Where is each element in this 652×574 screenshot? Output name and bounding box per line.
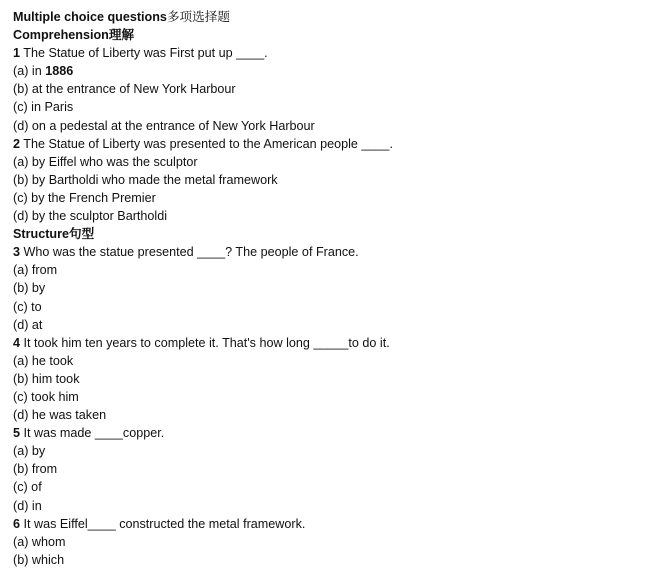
question-text: It took him ten years to complete it. That's how long _____to do it.: [20, 335, 390, 350]
section-label: Structure: [13, 227, 69, 242]
option-4b: (b) him took: [13, 371, 80, 386]
question-6: [13, 515, 652, 533]
question-number: 1: [13, 46, 21, 61]
question-1: [13, 44, 652, 62]
option-1d: (d) on a pedestal at the entrance of New York Harbour: [13, 118, 315, 133]
section-comprehension: [13, 26, 652, 44]
question-4: [13, 334, 652, 352]
option-4d: (d) he was taken: [13, 408, 107, 423]
option-1a: [13, 62, 652, 80]
heading-title: Multiple choice questions: [13, 10, 167, 24]
option-5a: (a) by: [13, 444, 46, 459]
section-structure: [13, 225, 652, 243]
question-number: 2: [13, 136, 21, 151]
question-number: 3: [13, 245, 21, 260]
option-6b: (b) which: [13, 552, 65, 567]
option-2d: (d) by the sculptor Bartholdi: [13, 209, 167, 224]
question-text: It was Eiffel____ constructed the metal framework.: [20, 516, 306, 531]
option-5c: (c) of: [13, 480, 42, 495]
option-1c: (c) in Paris: [13, 100, 74, 115]
question-3: [13, 243, 652, 261]
question-number: 4: [13, 335, 21, 350]
option-text: (a) in: [13, 64, 46, 79]
option-2c: (c) by the French Premier: [13, 190, 156, 205]
section-label: Comprehension: [13, 28, 109, 43]
option-6a: (a) whom: [13, 534, 66, 549]
option-2b: (b) by Bartholdi who made the metal framework: [13, 172, 278, 187]
question-text: Who was the statue presented ____? The people of France.: [20, 245, 359, 260]
question-text: The Statue of Liberty was presented to the American people ____.: [20, 136, 393, 151]
option-3b: (b) by: [13, 281, 46, 296]
question-text: The Statue of Liberty was First put up ____.: [20, 46, 268, 61]
section-label-cn: 句型: [68, 226, 95, 242]
option-4c: (c) took him: [13, 389, 79, 404]
question-number: 6: [13, 516, 21, 531]
option-1b: (b) at the entrance of New York Harbour: [13, 82, 236, 97]
question-number: 5: [13, 426, 21, 441]
option-3c: (c) to: [13, 299, 42, 314]
heading-multiple-choice: [13, 8, 652, 26]
question-5: [13, 424, 652, 442]
option-5d: (d) in: [13, 498, 42, 513]
question-2: [13, 135, 652, 153]
heading-title-cn: 多项选择题: [166, 9, 230, 24]
question-text: It was made ____copper.: [20, 426, 165, 441]
section-label-cn: 理解: [108, 27, 135, 43]
option-3a: (a) from: [13, 263, 58, 278]
option-bold-year: 1886: [45, 64, 74, 79]
option-3d: (d) at: [13, 317, 43, 332]
option-5b: (b) from: [13, 462, 58, 477]
option-4a: (a) he took: [13, 353, 74, 368]
option-2a: (a) by Eiffel who was the sculptor: [13, 154, 198, 169]
